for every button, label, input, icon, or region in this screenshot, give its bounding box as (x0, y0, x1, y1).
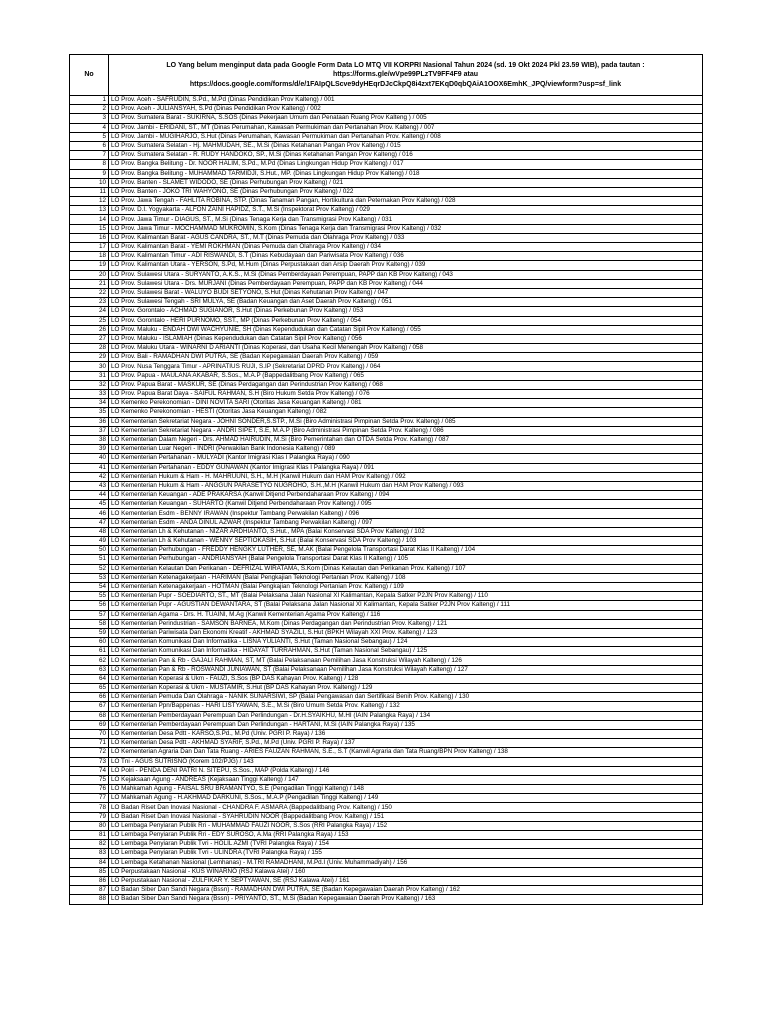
row-description: LO Badan Siber Dan Sandi Negara (Bssn) - PRIYANTO, ST., M.Si (Badan Kepegawaian Daerah Prov Kalteng) / 163 (109, 895, 703, 904)
row-number: 49 (70, 537, 109, 546)
row-number: 8 (70, 160, 109, 169)
header-no: No (70, 55, 109, 96)
row-description: LO Kementerian Sekretariat Negara - ANDRI SIPET, S.E, M.A.P (Biro Administrasi Pimpinan Setda Prov. Kalteng) / 086 (109, 426, 703, 435)
table-row (70, 390, 703, 399)
row-description: LO Lembaga Penyiaran Publik Rri - MUHAMMAD FAUZI NOOR, S.Sos (RRI Palangka Raya) / 152 (109, 821, 703, 830)
row-number: 16 (70, 233, 109, 242)
row-description: LO Prov. Sulawesi Barat - WALUYO BUDI SETYONO, S.Hut (Dinas Kehutanan Prov Kalteng) / 047 (109, 288, 703, 297)
row-description: LO Prov. Jawa Timur - DIAGUS, ST., M.Si (Dinas Tenaga Kerja dan Transmigrasi Prov Kalteng) / 031 (109, 215, 703, 224)
row-number: 26 (70, 325, 109, 334)
table-row (70, 426, 703, 435)
table-header-row (70, 55, 703, 96)
row-number: 73 (70, 757, 109, 766)
row-description: LO Prov. Kalimantan Barat - YEMI ROKHMAN (Dinas Pemuda dan Olahraga Prov Kalteng) / 034 (109, 243, 703, 252)
table-row (70, 739, 703, 748)
table-row (70, 362, 703, 371)
header-line-2: https://forms.gle/wVpe99PLzTV9FF4F9 atau (332, 71, 479, 79)
row-description: LO Kementerian Pertahanan - MULYADI (Kantor Imigrasi Klas I Palangka Raya) / 090 (109, 454, 703, 463)
row-description: LO Kementerian Perhubungan - FREDDY HENGKY LUTHER, SE, M.AK (Balai Pengelola Transportasi Darat Klas II Kalteng) / 104 (109, 546, 703, 555)
row-description: LO Polri - PENDA DENI PATRI N. SITEPU, S.Sos., MAP (Polda Kalteng) / 146 (109, 766, 703, 775)
row-description: LO Kementerian Pemuda Dan Olahraga - NANIK SUNARSIWI, SP (Balai Pengawasan dan Sertifikasi Benih Prov. Kalteng) / 130 (109, 693, 703, 702)
table-row (70, 371, 703, 380)
row-number: 84 (70, 858, 109, 867)
row-number: 14 (70, 215, 109, 224)
row-number: 1 (70, 96, 109, 105)
table-row (70, 858, 703, 867)
row-number: 47 (70, 518, 109, 527)
row-description: LO Kemenko Perekonomian - HESTI (Otoritas Jasa Keuangan Kalteng) / 082 (109, 408, 703, 417)
table-row (70, 243, 703, 252)
row-description: LO Kementerian Agraria Dan Dan Tata Ruang - ARIES FAUZAN RAHMAN, S.E., S.T (Kanwil Agraria dan Tata Ruang/BPN Prov Kalteng) / 138 (109, 748, 703, 757)
table-row (70, 537, 703, 546)
table-row (70, 702, 703, 711)
table-row (70, 252, 703, 261)
row-description: LO Lembaga Penyiaran Publik Rri - EDY SUROSO, A.Ma (RRI Palangka Raya) / 153 (109, 831, 703, 840)
table-row (70, 794, 703, 803)
table-row (70, 123, 703, 132)
row-description: LO Kementerian Pariwisata Dan Ekonomi Kreatif - AKHMAD SYAZILI, S.Hut (BPKH Wilayah XXI Prov. Kalteng) / 123 (109, 628, 703, 637)
row-number: 64 (70, 674, 109, 683)
table-row (70, 151, 703, 160)
row-description: LO Kementerian Hukum & Ham - H. MAHRUUNI, S.H., M.H (Kanwil Hukum dan HAM Prov Kalteng) / 092 (109, 472, 703, 481)
row-description: LO Prov. Sumatera Selatan - R. RUDY HANDOKO, SP., M.Si (Dinas Ketahanan Pangan Prov Kalteng) / 016 (109, 151, 703, 160)
table-row (70, 270, 703, 279)
table-row (70, 876, 703, 885)
table-row (70, 757, 703, 766)
row-number: 17 (70, 243, 109, 252)
row-description: LO Prov. Maluku - ENDAH DWI WACHYUNIE, SH (Dinas Kependudukan dan Catatan Sipil Prov Kalteng) / 055 (109, 325, 703, 334)
table-row (70, 564, 703, 573)
row-description: LO Prov. Banten - SLAMET WIDODO, SE (Dinas Perhubungan Prov Kalteng) / 021 (109, 178, 703, 187)
row-description: LO Badan Riset Dan Inovasi Nasional - SYAHRUDIN NOOR (Bappedalitbang Prov. Kalteng) / 151 (109, 812, 703, 821)
row-number: 81 (70, 831, 109, 840)
row-description: LO Kementerian Desa Pdtt - AKHMAD SYARIF, S.Pd., M.Pd (Univ. PGRI P. Raya) / 137 (109, 739, 703, 748)
row-number: 54 (70, 582, 109, 591)
row-description: LO Kementerian Lh & Kehutanan - NIZAR ARDHIANTO, S.Hut., MPA (Balai Konservasi SDA Prov Kalteng) / 102 (109, 527, 703, 536)
table-row (70, 114, 703, 123)
table-body (70, 96, 703, 905)
table-row (70, 380, 703, 389)
row-description: LO Kejaksaan Agung - ANDREAS (Kejaksaan Tinggi Kalteng) / 147 (109, 775, 703, 784)
table-row (70, 546, 703, 555)
table-row (70, 298, 703, 307)
row-description: LO Prov. Papua Barat - MASKUR, SE (Dinas Perdagangan dan Perindustrian Prov Kalteng) / 068 (109, 380, 703, 389)
row-description: LO Prov. Kalimantan Timur - ADI RISWANDI, S.T (Dinas Kebudayaan dan Pariwisata Prov Kalteng) / 036 (109, 252, 703, 261)
row-description: LO Kementerian Koperasi & Ukm - MUSTAMIR, S.Hut (BP DAS Kahayan Prov. Kalteng) / 129 (109, 684, 703, 693)
table-row (70, 307, 703, 316)
table-row (70, 178, 703, 187)
table-row (70, 665, 703, 674)
row-number: 44 (70, 491, 109, 500)
row-description: LO Kementerian Komunikasi Dan Informatika - LISNA YULIANTI, S.Hut (Taman Nasional Sebangau) / 124 (109, 638, 703, 647)
document-sheet (69, 54, 703, 905)
table-row (70, 344, 703, 353)
row-number: 5 (70, 132, 109, 141)
row-description: LO Kementerian Agama - Drs. H. TUAINI, M.Ag (Kanwil Kementerian Agama Prov Kalteng) / 116 (109, 610, 703, 619)
row-number: 85 (70, 867, 109, 876)
table-row (70, 325, 703, 334)
row-number: 2 (70, 105, 109, 114)
row-description: LO Prov. Aceh - JULIANSYAH, S.Pd (Dinas Pendidikan Prov Kalteng) / 002 (109, 105, 703, 114)
row-description: LO Kementerian Sekretariat Negara - JOHNI SONDER,S.STP., M.Si (Biro Administrasi Pimpinan Setda Prov. Kalteng) / 085 (109, 417, 703, 426)
row-number: 59 (70, 628, 109, 637)
table-row (70, 518, 703, 527)
table-row (70, 353, 703, 362)
row-number: 86 (70, 876, 109, 885)
row-number: 31 (70, 371, 109, 380)
row-number: 71 (70, 739, 109, 748)
row-description: LO Kementerian Pemberdayaan Perempuan Dan Perlindungan - HARTANI, M.Si (IAIN Palangka Raya) / 135 (109, 720, 703, 729)
row-description: LO Lembaga Ketahanan Nasional (Lemhanas) - M.TRI RAMADHANI, M.Pd.I (Univ. Muhammadiyah) / 156 (109, 858, 703, 867)
table-row (70, 638, 703, 647)
row-number: 12 (70, 197, 109, 206)
row-number: 55 (70, 592, 109, 601)
header-line-3: https://docs.google.com/forms/d/e/1FAIpQLScve9dyHEqrDJcCkpQ8i4zxt7EKqD0qbQAiA1OOX6EmhK_JPQ/viewform?usp=sf_link (189, 80, 622, 88)
row-description: LO Kementerian Komunikasi Dan Informatika - HIDAYAT TURRAHMAN, S.Hut (Taman Nasional Sebangau) / 125 (109, 647, 703, 656)
row-number: 87 (70, 886, 109, 895)
row-description: LO Prov. Sumatera Selatan - Hj. MAHMUDAH, SE., M.Si (Dinas Ketahanan Pangan Prov Kalteng) / 015 (109, 141, 703, 150)
row-description: LO Prov. Maluku Utara - WINARNI D ARIANTI (Dinas Koperasi, dan Usaha Kecil Menengah Prov Kalteng) / 058 (109, 344, 703, 353)
row-number: 42 (70, 472, 109, 481)
table-row (70, 334, 703, 343)
row-number: 63 (70, 665, 109, 674)
row-number: 76 (70, 785, 109, 794)
table-row (70, 435, 703, 444)
row-description: LO Kementerian Keuangan - SUHARTO (Kanwil Ditjend Perbendaharaan Prov Kalteng) / 095 (109, 500, 703, 509)
row-number: 48 (70, 527, 109, 536)
table-row (70, 463, 703, 472)
table-row (70, 821, 703, 830)
row-number: 66 (70, 693, 109, 702)
row-description: LO Prov. Sulawesi Utara - Drs. MURJANI (Dinas Pemberdayaan Perempuan, PAPP dan KB Prov Kalteng) / 044 (109, 279, 703, 288)
row-description: LO Tni - AGUS SUTRISNO (Korem 102/PJG) / 143 (109, 757, 703, 766)
row-number: 24 (70, 307, 109, 316)
table-row (70, 224, 703, 233)
table-row (70, 527, 703, 536)
table-row (70, 766, 703, 775)
table-row (70, 693, 703, 702)
row-number: 3 (70, 114, 109, 123)
table-row (70, 96, 703, 105)
row-description: LO Prov. Aceh - SAFRUDIN, S.Pd., M.Pd (Dinas Pendidikan Prov Kalteng) / 001 (109, 96, 703, 105)
row-number: 32 (70, 380, 109, 389)
row-number: 69 (70, 720, 109, 729)
row-number: 88 (70, 895, 109, 904)
row-description: LO Kementerian Pan & Rb - ROSWANDI JUNIAWAN, ST (Balai Pelaksanaan Pemilihan Jasa Konstruksi Wilayah Kalteng) / 127 (109, 665, 703, 674)
row-description: LO Kementerian Pan & Rb - GAJALI RAHMAN, ST, MT (Balai Pelaksanaan Pemilihan Jasa Konstruksi Wilayah Kalteng) / 126 (109, 656, 703, 665)
row-description: LO Kementerian Desa Pdtt - KARSO,S.Pd., M.Pd (Univ. PGRI P. Raya) / 136 (109, 729, 703, 738)
row-number: 51 (70, 555, 109, 564)
table-row (70, 105, 703, 114)
row-description: LO Kementerian Lh & Kehutanan - WENNY SEPTIOKASIH, S.Hut (Balai Konservasi SDA Prov Kalteng) / 103 (109, 537, 703, 546)
table-row (70, 500, 703, 509)
row-number: 11 (70, 187, 109, 196)
table-row (70, 408, 703, 417)
row-number: 78 (70, 803, 109, 812)
row-number: 29 (70, 353, 109, 362)
row-number: 40 (70, 454, 109, 463)
row-number: 74 (70, 766, 109, 775)
row-description: LO Prov. Banten - JOKO TRI WAHYONO, SE (Dinas Perhubungan Prov Kalteng) / 022 (109, 187, 703, 196)
row-description: LO Perpustakaan Nasional - ZULFIKAR Y. SEPTYAWAN, SE (RSJ Kalawa Atei) / 161 (109, 876, 703, 885)
row-number: 35 (70, 408, 109, 417)
row-number: 25 (70, 316, 109, 325)
row-number: 23 (70, 298, 109, 307)
table-row (70, 491, 703, 500)
row-number: 56 (70, 601, 109, 610)
row-description: LO Prov. Jambi - ERIDANI, ST., MT (Dinas Perumahan, Kawasan Permukiman dan Pertanahan Prov. Kalteng) / 007 (109, 123, 703, 132)
lo-table (69, 54, 703, 905)
row-description: LO Kementerian Ketenagakerjaan - HOTMAN (Balai Pengkajian Teknologi Pertanian Prov. Kalteng) / 109 (109, 582, 703, 591)
row-description: LO Kementerian Hukum & Ham - ANGGUN PARASETYO NUGROHO, S.H.,M.H (Kanwil Hukum dan HAM Prov Kalteng) / 093 (109, 481, 703, 490)
table-row (70, 417, 703, 426)
table-row (70, 840, 703, 849)
row-number: 79 (70, 812, 109, 821)
table-row (70, 647, 703, 656)
row-description: LO Lembaga Penyiaran Publik Tvri - ULINDRA (TVRI Palangka Raya) / 155 (109, 849, 703, 858)
table-row (70, 399, 703, 408)
row-description: LO Badan Siber Dan Sandi Negara (Bssn) - RAMADHAN DWI PUTRA, SE (Badan Kepegawaian Daerah Prov Kalteng) / 162 (109, 886, 703, 895)
table-row (70, 886, 703, 895)
row-number: 83 (70, 849, 109, 858)
table-row (70, 215, 703, 224)
row-number: 20 (70, 270, 109, 279)
table-row (70, 261, 703, 270)
row-number: 60 (70, 638, 109, 647)
table-row (70, 160, 703, 169)
row-number: 41 (70, 463, 109, 472)
table-row (70, 472, 703, 481)
table-row (70, 895, 703, 904)
row-number: 57 (70, 610, 109, 619)
row-description: LO Prov. Nusa Tenggara Timur - APRINATIUS RUJI, S.IP (Sekretariat DPRD Prov Kalteng) / 064 (109, 362, 703, 371)
row-description: LO Prov. Sulawesi Tengah - SRI MULYA, SE (Badan Keuangan dan Aset Daerah Prov Kalteng) / 051 (109, 298, 703, 307)
row-number: 75 (70, 775, 109, 784)
row-number: 61 (70, 647, 109, 656)
table-row (70, 573, 703, 582)
row-description: LO Kementerian Pupr - SOEDIARTO, ST., MT (Balai Pelaksana Jalan Nasional XI Kalimantan, Kepala Satker P2JN Prov Kalteng) / 110 (109, 592, 703, 601)
row-number: 67 (70, 702, 109, 711)
row-description: LO Kementerian Dalam Negeri - Drs. AHMAD HAIRUDIN, M.Si (Biro Pemerintahan dan OTDA Setda Prov. Kalteng) / 087 (109, 435, 703, 444)
table-row (70, 206, 703, 215)
row-number: 28 (70, 344, 109, 353)
table-row (70, 132, 703, 141)
row-description: LO Prov. Sulawesi Utara - SURYANTO, A.K.S., M.Si (Dinas Pemberdayaan Perempuan, PAPP dan KB Prov Kalteng) / 043 (109, 270, 703, 279)
row-number: 65 (70, 684, 109, 693)
row-description: LO Kementerian Pertahanan - EDDY GUNAWAN (Kantor Imigrasi Klas I Palangka Raya) / 091 (109, 463, 703, 472)
row-number: 45 (70, 500, 109, 509)
row-description: LO Kementerian Pupr - AGUSTIAN DEWANTARA, ST (Balai Pelaksana Jalan Nasional XI Kalimantan, Kepala Satker P2JN Prov Kalteng) / 111 (109, 601, 703, 610)
table-row (70, 509, 703, 518)
row-description: LO Prov. Jambi - MUGIHARJO, S.Hut (Dinas Perumahan, Kawasan Permukiman dan Pertanahan Prov. Kalteng) / 008 (109, 132, 703, 141)
row-description: LO Kementerian Kelautan Dan Perikanan - DEFRIZAL WIRATAMA, S.Kom (Dinas Kelautan dan Perikanan Prov. Kalteng) / 107 (109, 564, 703, 573)
row-description: LO Mahkamah Agung - H.AKHMAD DARKUNI, S.Sos., M.A.P (Pengadilan Tinggi Kalteng) / 149 (109, 794, 703, 803)
row-number: 30 (70, 362, 109, 371)
table-row (70, 169, 703, 178)
table-row (70, 582, 703, 591)
row-description: LO Kementerian Perindustrian - SAMSON BARNEA, M.Kom (Dinas Perdagangan dan Perindustrian Prov. Kalteng) / 121 (109, 619, 703, 628)
table-row (70, 831, 703, 840)
row-description: LO Prov. Papua - MAULANA AKABAR, S.Sos., M.A.P (Bappedalitbang Prov Kalteng) / 065 (109, 371, 703, 380)
row-number: 68 (70, 711, 109, 720)
table-row (70, 684, 703, 693)
row-description: LO Badan Riset Dan Inovasi Nasional - CHANDRA F. ASMARA (Bappedalitbang Prov. Kalteng) / 150 (109, 803, 703, 812)
table-row (70, 867, 703, 876)
row-description: LO Kementerian Esdm - ANDA DINUL AZWAR (Inspektur Tambang Perwakilan Kalteng) / 097 (109, 518, 703, 527)
row-description: LO Prov. Bali - RAMADHAN DWI PUTRA, SE (Badan Kepegawaian Daerah Prov Kalteng) / 059 (109, 353, 703, 362)
row-number: 53 (70, 573, 109, 582)
row-number: 10 (70, 178, 109, 187)
table-row (70, 674, 703, 683)
row-description: LO Prov. Kalimantan Utara - YERSON, S.Pd, M.Hum (Dinas Perpustakaan dan Arsip Daerah Prov Kalteng) / 039 (109, 261, 703, 270)
table-row (70, 197, 703, 206)
header-description (109, 55, 703, 96)
row-number: 58 (70, 619, 109, 628)
table-row (70, 711, 703, 720)
table-row (70, 849, 703, 858)
row-number: 19 (70, 261, 109, 270)
table-row (70, 288, 703, 297)
row-number: 21 (70, 279, 109, 288)
row-description: LO Mahkamah Agung - FAISAL SRU BRAMANTYO, S.E (Pengadilan Tinggi Kalteng) / 148 (109, 785, 703, 794)
row-number: 77 (70, 794, 109, 803)
row-number: 72 (70, 748, 109, 757)
table-row (70, 775, 703, 784)
table-row (70, 812, 703, 821)
row-number: 46 (70, 509, 109, 518)
row-number: 4 (70, 123, 109, 132)
table-row (70, 141, 703, 150)
table-row (70, 729, 703, 738)
row-description: LO Prov. Bangka Belitung - Dr. NOOR HALIM, S.Pd., M.Pd (Dinas Lingkungan Hidup Prov Kalteng) / 017 (109, 160, 703, 169)
table-row (70, 610, 703, 619)
row-description: LO Prov. Sumatera Barat - SUKIRNA, S.SOS (Dinas Pekerjaan Umum dan Penataan Ruang Prov Kalteng ) / 005 (109, 114, 703, 123)
table-row (70, 656, 703, 665)
table-row (70, 481, 703, 490)
row-number: 33 (70, 390, 109, 399)
row-number: 50 (70, 546, 109, 555)
row-description: LO Perpustakaan Nasional - KUS WINARNO (RSJ Kalawa Atei) / 160 (109, 867, 703, 876)
table-row (70, 445, 703, 454)
table-row (70, 279, 703, 288)
row-number: 70 (70, 729, 109, 738)
table-row (70, 803, 703, 812)
row-number: 9 (70, 169, 109, 178)
row-number: 22 (70, 288, 109, 297)
row-description: LO Prov. Jawa Tengah - FAHLITA ROBINA, STP. (Dinas Tanaman Pangan, Hortikultura dan Peternakan Prov Kalteng) / 028 (109, 197, 703, 206)
row-number: 39 (70, 445, 109, 454)
table-row (70, 748, 703, 757)
row-number: 6 (70, 141, 109, 150)
row-number: 7 (70, 151, 109, 160)
row-description: LO Kementerian Koperasi & Ukm - FAUZI, S.Sos (BP DAS Kahayan Prov. Kalteng) / 128 (109, 674, 703, 683)
row-description: LO Kementerian Perhubungan - ANDRIANSYAH (Balai Pengelola Transportasi Darat Klas II Kalteng) / 105 (109, 555, 703, 564)
table-row (70, 785, 703, 794)
row-description: LO Prov. Jawa Timur - MOCHAMMAD MUKROMIN, S.Kom (Dinas Tenaga Kerja dan Transmigrasi Prov Kalteng) / 032 (109, 224, 703, 233)
row-description: LO Prov. Gorontalo - HERI PURNOMO, SST., MP (Dinas Perkebunan Prov Kalteng) / 054 (109, 316, 703, 325)
header-line-1: LO Yang belum menginput data pada Google Form Data LO MTQ VII KORPRI Nasional Tahun 2024 (sd. 19 Okt 2024 Pkl 23.59 WIB), pada tautan : (166, 61, 645, 69)
row-description: LO Kemenko Perekonomian - DINI NOVITA SARI (Otoritas Jasa Keuangan Kalteng) / 081 (109, 399, 703, 408)
row-number: 80 (70, 821, 109, 830)
table-row (70, 619, 703, 628)
row-number: 27 (70, 334, 109, 343)
table-row (70, 187, 703, 196)
table-row (70, 454, 703, 463)
row-number: 52 (70, 564, 109, 573)
row-description: LO Kementerian Pemberdayaan Perempuan Dan Perlindungan - Dr.H.SYAIKHU, M.HI (IAIN Palangka Raya) / 134 (109, 711, 703, 720)
row-number: 18 (70, 252, 109, 261)
table-row (70, 316, 703, 325)
table-row (70, 720, 703, 729)
row-number: 38 (70, 435, 109, 444)
row-number: 34 (70, 399, 109, 408)
row-number: 15 (70, 224, 109, 233)
row-description: LO Prov. Bangka Belitung - MUHAMMAD TARMIDJI, S.Hut., MP. (Dinas Lingkungan Hidup Prov Kalteng) / 018 (109, 169, 703, 178)
row-description: LO Lembaga Penyiaran Publik Tvri - HOLIL AZMI (TVRI Palangka Raya) / 154 (109, 840, 703, 849)
row-description: LO Kementerian Luar Negeri - INDRI (Perwakilan Bank Indonesia Kalteng) / 089 (109, 445, 703, 454)
table-row (70, 555, 703, 564)
row-number: 62 (70, 656, 109, 665)
row-description: LO Kementerian Keuangan - ADE PRAKARSA (Kanwil Ditjend Perbendaharaan Prov Kalteng) / 094 (109, 491, 703, 500)
row-description: LO Prov. D.I. Yogyakarta - ALFON ZAINI HAPIDZ, S.T., M.Si (Inspektorat Prov Kalteng) / 029 (109, 206, 703, 215)
row-number: 43 (70, 481, 109, 490)
table-row (70, 233, 703, 242)
row-description: LO Kementerian Ketenagakerjaan - HARIMAN (Balai Pengkajian Teknologi Pertanian Prov. Kalteng) / 108 (109, 573, 703, 582)
table-row (70, 628, 703, 637)
row-description: LO Prov. Kalimantan Barat - AGUS CANDRA, ST., M.T (Dinas Pemuda dan Olahraga Prov Kalteng) / 033 (109, 233, 703, 242)
row-number: 82 (70, 840, 109, 849)
row-description: LO Prov. Maluku - ISLAMIAH (Dinas Kependudukan dan Catatan Sipil Prov Kalteng) / 056 (109, 334, 703, 343)
row-description: LO Kementerian Esdm - BENNY IRAWAN (Inspektur Tambang Perwakilan Kalteng) / 096 (109, 509, 703, 518)
row-number: 37 (70, 426, 109, 435)
table-row (70, 592, 703, 601)
row-description: LO Prov. Gorontalo - ACHMAD SUGIANOR, S.Hut (Dinas Perkebunan Prov Kalteng) / 053 (109, 307, 703, 316)
row-description: LO Prov. Papua Barat Daya - SAIFUL RAHMAN, S.H (Biro Hukum Setda Prov Kalteng) / 076 (109, 390, 703, 399)
row-number: 13 (70, 206, 109, 215)
row-number: 36 (70, 417, 109, 426)
row-description: LO Kementerian Ppn/Bappenas - HARI LISTYAWAN, S.E., M.Si (Biro Umum Setda Prov. Kalteng) / 132 (109, 702, 703, 711)
table-row (70, 601, 703, 610)
